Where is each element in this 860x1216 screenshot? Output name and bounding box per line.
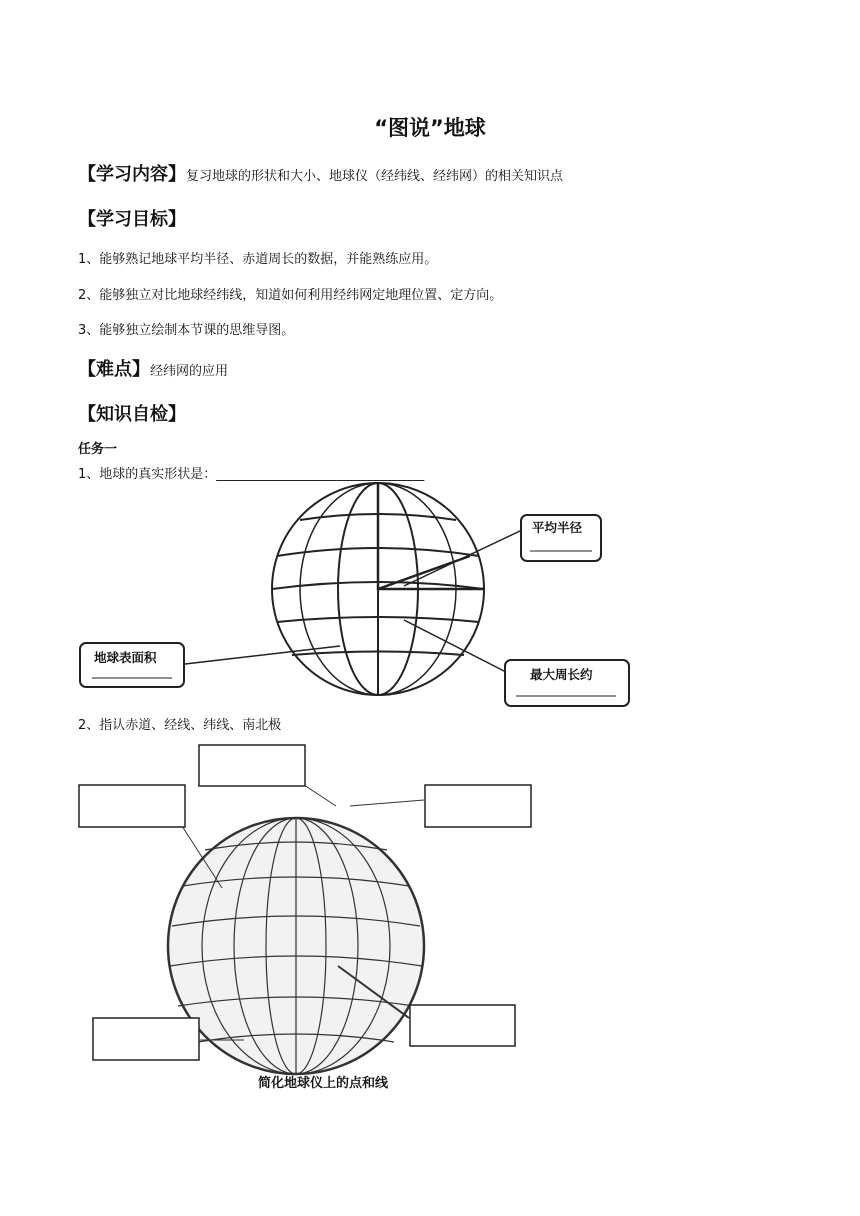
question-1-text: 1、地球的真实形状是： xyxy=(78,467,217,482)
goal-item-2: 2、能够独立对比地球经纬线，知道如何利用经纬网定地理位置、定方向。 xyxy=(78,288,503,303)
question-2: 2、指认赤道、经线、纬线、南北极 xyxy=(78,718,282,733)
content-text: 复习地球的形状和大小、地球仪（经纬线、经纬网）的相关知识点 xyxy=(186,169,564,184)
radius-label: 平均半径 xyxy=(532,520,583,535)
content-label: 【学习内容】 xyxy=(78,164,186,185)
goal-item-1: 1、能够熟记地球平均半径、赤道周长的数据，并能熟练应用。 xyxy=(78,252,438,267)
answer-box-right[interactable] xyxy=(425,785,531,827)
selfcheck-label: 【知识自检】 xyxy=(78,404,186,425)
figure-2-caption: 简化地球仪上的点和线 xyxy=(258,1076,389,1091)
answer-box-top[interactable] xyxy=(199,745,305,786)
figure-2-globe xyxy=(168,785,424,1074)
difficulty-text: 经纬网的应用 xyxy=(150,364,229,379)
difficulty-label: 【难点】 xyxy=(78,359,150,380)
answer-box-lower-right[interactable] xyxy=(410,1005,515,1046)
circumference-label: 最大周长约 xyxy=(530,667,593,682)
surface-label: 地球表面积 xyxy=(94,650,157,665)
goal-item-3: 3、能够独立绘制本节课的思维导图。 xyxy=(78,323,295,338)
answer-blank-1[interactable]: ________________________________ xyxy=(216,467,425,482)
answer-box-left[interactable] xyxy=(79,785,185,827)
task-label: 任务一 xyxy=(78,442,118,457)
page-title: “图说”地球 xyxy=(374,116,486,140)
answer-box-lower-left[interactable] xyxy=(93,1018,199,1060)
goals-label: 【学习目标】 xyxy=(78,209,186,230)
